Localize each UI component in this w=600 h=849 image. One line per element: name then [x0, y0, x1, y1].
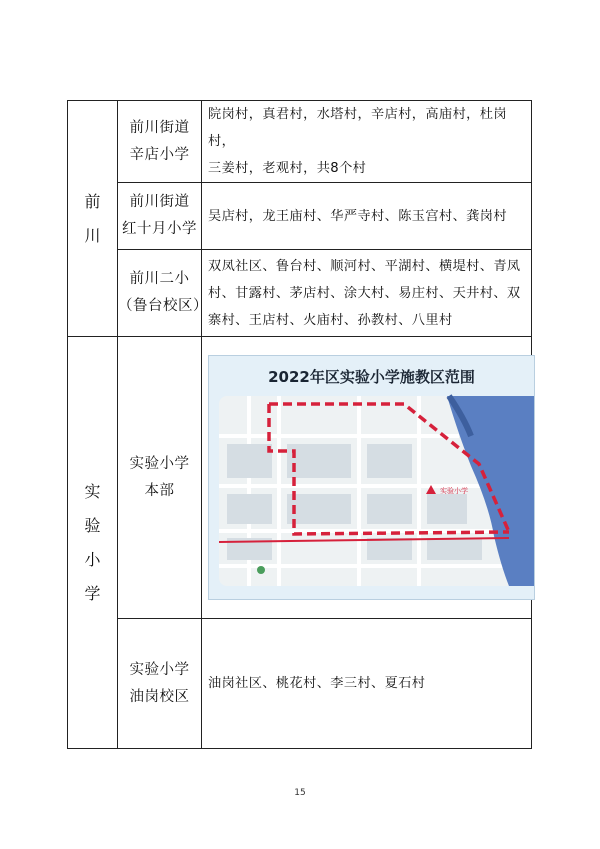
school-name-line: 前川二小 — [129, 271, 190, 287]
school-marker-label: 实验小学 — [440, 487, 468, 495]
area-cell — [202, 250, 532, 337]
school-cell — [118, 337, 202, 619]
region-char: 川 — [84, 225, 101, 245]
school-name-line: 辛店小学 — [129, 146, 190, 163]
table-row — [68, 101, 532, 183]
school-name-line: 本部 — [144, 482, 175, 499]
region-char: 前 — [84, 191, 101, 211]
region-char: 实 — [84, 481, 101, 501]
table-row — [68, 250, 532, 337]
school-name-line: 前川街道 — [129, 119, 190, 136]
area-cell — [202, 619, 532, 749]
school-name-line: 红十月小学 — [122, 221, 197, 237]
map-graphic — [209, 356, 534, 599]
area-cell — [202, 183, 532, 250]
area-cell — [202, 101, 532, 183]
table-row — [68, 337, 532, 619]
school-cell — [118, 619, 202, 749]
region-cell-qianchuan — [68, 101, 118, 337]
page-number: 15 — [294, 788, 306, 798]
district-map — [208, 355, 535, 600]
school-cell — [118, 101, 202, 183]
school-name-line: 前川街道 — [129, 194, 190, 210]
area-line: 双凤社区、鲁台村、顺河村、平湖村、横堤村、青凤 — [208, 258, 521, 274]
school-district-table — [67, 100, 532, 749]
school-name-line: 实验小学 — [129, 661, 190, 678]
school-cell — [118, 183, 202, 250]
table-row — [68, 619, 532, 749]
park-icon — [257, 566, 265, 574]
area-line: 村、甘露村、茅店村、涂大村、易庄村、天井村、双 — [208, 285, 521, 301]
map-cell — [202, 337, 532, 619]
area-line: 院岗村，真君村，水塔村，辛店村，高庙村，杜岗村， — [208, 107, 507, 149]
school-name-line: 油岗校区 — [129, 688, 190, 705]
table-row — [68, 183, 532, 250]
area-line: 油岗社区、桃花村、李三村、夏石村 — [208, 676, 426, 691]
area-line: 寨村、王店村、火庙村、孙教村、八里村 — [208, 312, 453, 328]
region-cell-shiyan — [68, 337, 118, 749]
school-name-line: 实验小学 — [129, 455, 190, 472]
school-cell — [118, 250, 208, 337]
region-char: 小 — [84, 549, 101, 569]
area-line: 三姜村，老观村，共8个村 — [208, 161, 367, 176]
school-name-line: （鲁台校区） — [118, 298, 208, 314]
area-line: 吴店村，龙王庙村、华严寺村、陈玉宫村、龚岗村 — [208, 208, 507, 224]
region-char: 验 — [84, 515, 101, 535]
map-title: 2022年区实验小学施教区范围 — [268, 368, 475, 386]
region-char: 学 — [84, 583, 101, 603]
